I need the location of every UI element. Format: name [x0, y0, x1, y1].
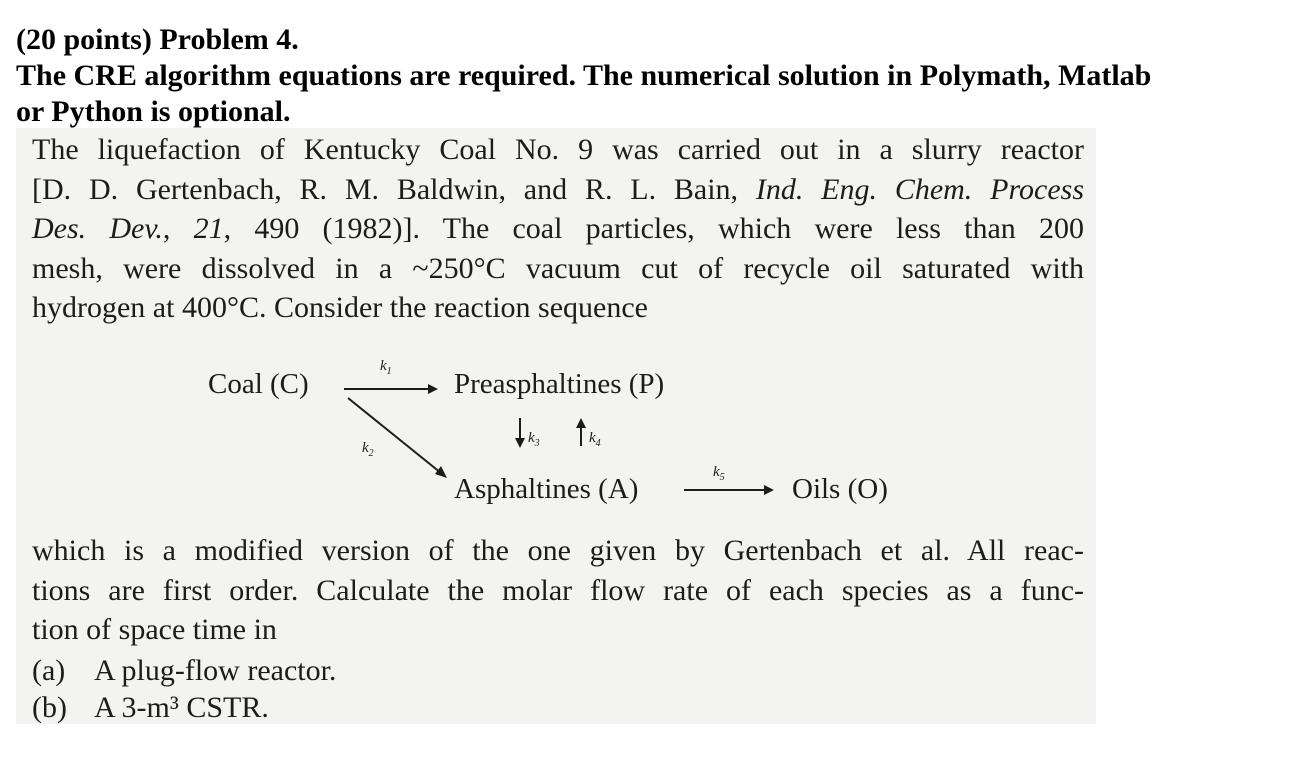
header-line-1: (20 points) Problem 4. — [16, 23, 299, 56]
outro-line: tions are first order. Calculate the molar flow rate of each species as a func- — [32, 573, 1084, 607]
arrowhead-c-to-p — [428, 384, 438, 394]
intro-line: Des. Dev., 21, 490 (1982)]. The coal particles, which were less than 200 — [32, 212, 1084, 245]
part-text: A plug-flow reactor. — [94, 654, 337, 687]
textbook-excerpt — [16, 128, 1096, 724]
intro-line: hydrogen at 400°C. Consider the reaction sequence — [32, 291, 648, 324]
part-label: (b) — [32, 691, 67, 724]
outro-line: tion of space time in — [32, 613, 277, 646]
arrow-c-to-a — [348, 398, 441, 473]
species-oils: Oils (O) — [792, 473, 888, 505]
arrowhead-p-to-a — [515, 438, 525, 448]
journal-name: Ind. Eng. Chem. Process — [755, 172, 1084, 206]
rate-constant-k3: $k_3$ — [528, 430, 540, 449]
species-preasphaltines: Preasphaltines (P) — [454, 368, 665, 400]
species-coal: Coal (C) — [208, 368, 309, 400]
volume-number: 21 — [193, 212, 224, 245]
part-b — [32, 691, 269, 725]
arrowhead-a-to-o — [764, 485, 774, 495]
rate-constant-k2: $k_2$ — [362, 440, 374, 459]
rate-constant-k1: $k_1$ — [380, 358, 392, 377]
intro-line: [D. D. Gertenbach, R. M. Baldwin, and R. L. Bain, Ind. Eng. Chem. Process — [32, 172, 1084, 206]
problem-header — [16, 22, 1151, 130]
arrowhead-a-to-p — [576, 418, 586, 428]
part-a — [32, 654, 336, 688]
outro-paragraph — [32, 531, 1084, 650]
header-line-3: or Python is optional. — [16, 95, 291, 128]
intro-line: mesh, were dissolved in a ~250°C vacuum cut of recycle oil saturated with — [32, 251, 1084, 285]
intro-line: The liquefaction of Kentucky Coal No. 9 was carried out in a slurry reactor — [32, 133, 1084, 166]
part-text: A 3-m³ CSTR. — [94, 691, 269, 724]
header-line-2: The CRE algorithm equations are required. The numerical solution in Polymath, Matlab — [16, 59, 1152, 92]
arrowhead-c-to-a — [435, 466, 447, 478]
species-asphaltines: Asphaltines (A) — [454, 473, 639, 505]
rate-constant-k5: $k_5$ — [713, 464, 725, 483]
outro-line: which is a modified version of the one given by Gertenbach et al. All reac- — [32, 534, 1084, 567]
rate-constant-k4: $k_4$ — [589, 430, 601, 449]
part-label: (a) — [32, 654, 66, 687]
